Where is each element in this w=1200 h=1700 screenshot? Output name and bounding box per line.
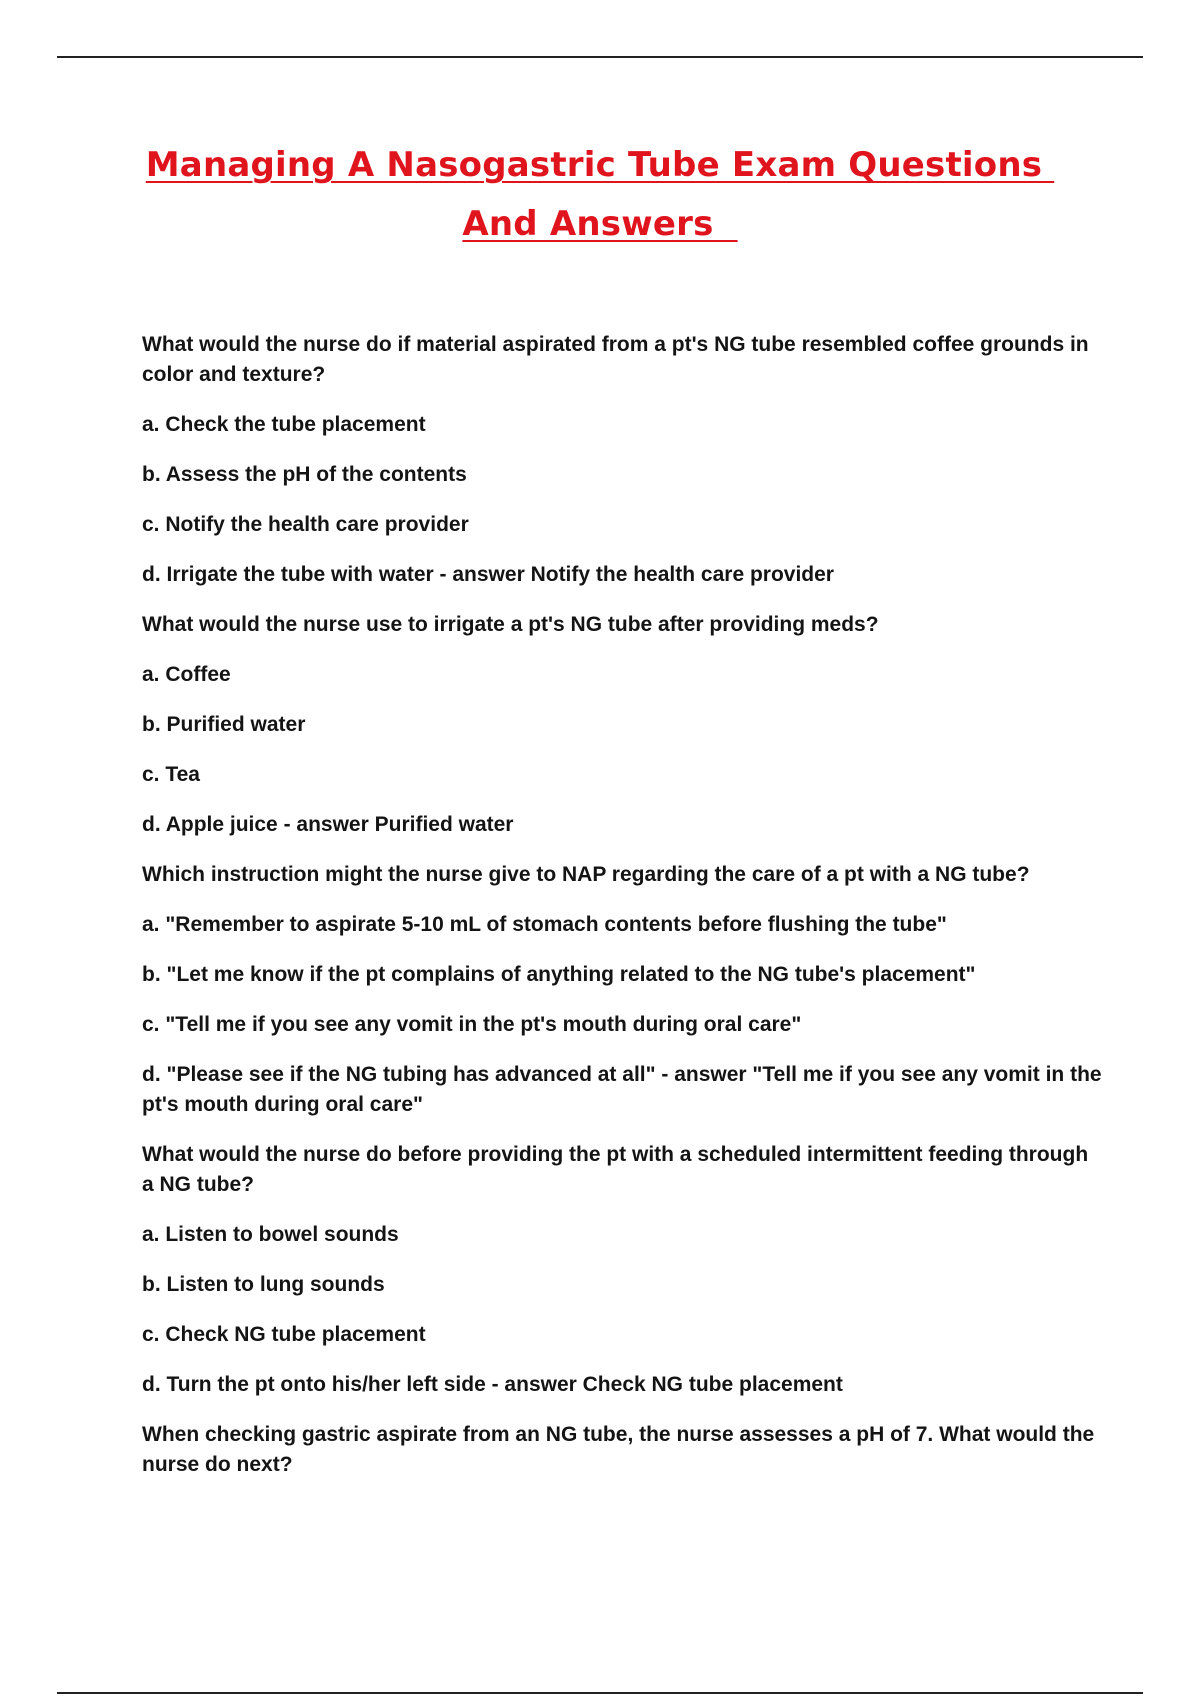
question-3: Which instruction might the nurse give to NAP regarding the care of a pt with a NG tube? bbox=[142, 863, 1030, 886]
document-title bbox=[0, 145, 1200, 244]
title-line-1: Managing A Nasogastric Tube Exam Questions bbox=[145, 145, 1055, 185]
question-4: What would the nurse do before providing the pt with a scheduled intermittent feeding through a NG tube? bbox=[142, 1143, 1089, 1196]
top-rule bbox=[57, 56, 1143, 58]
option-2d-answer: d. Apple juice - answer Purified water bbox=[142, 813, 514, 836]
option-2b: b. Purified water bbox=[142, 713, 306, 736]
option-1d-answer: d. Irrigate the tube with water - answer Notify the health care provider bbox=[142, 563, 834, 586]
question-2: What would the nurse use to irrigate a pt's NG tube after providing meds? bbox=[142, 613, 879, 636]
document-body bbox=[142, 330, 1102, 1500]
title-line-2: And Answers bbox=[462, 204, 738, 244]
option-1a: a. Check the tube placement bbox=[142, 413, 426, 436]
option-1c: c. Notify the health care provider bbox=[142, 513, 469, 536]
option-4c: c. Check NG tube placement bbox=[142, 1323, 426, 1346]
option-3b: b. "Let me know if the pt complains of anything related to the NG tube's placement" bbox=[142, 963, 976, 986]
option-3c: c. "Tell me if you see any vomit in the pt's mouth during oral care" bbox=[142, 1013, 802, 1036]
option-1b: b. Assess the pH of the contents bbox=[142, 463, 467, 486]
option-3a: a. "Remember to aspirate 5-10 mL of stomach contents before flushing the tube" bbox=[142, 913, 947, 936]
question-5: When checking gastric aspirate from an NG tube, the nurse assesses a pH of 7. What would the nurse do next? bbox=[142, 1423, 1095, 1476]
option-2a: a. Coffee bbox=[142, 663, 231, 686]
question-1: What would the nurse do if material aspirated from a pt's NG tube resembled coffee grounds in color and texture? bbox=[142, 333, 1089, 386]
option-2c: c. Tea bbox=[142, 763, 200, 786]
option-4b: b. Listen to lung sounds bbox=[142, 1273, 385, 1296]
bottom-rule bbox=[57, 1692, 1143, 1694]
option-4d-answer: d. Turn the pt onto his/her left side - answer Check NG tube placement bbox=[142, 1373, 843, 1396]
option-4a: a. Listen to bowel sounds bbox=[142, 1223, 399, 1246]
option-3d-answer: d. "Please see if the NG tubing has advanced at all" - answer "Tell me if you see any vomit in the pt's mouth during oral care" bbox=[142, 1063, 1102, 1116]
